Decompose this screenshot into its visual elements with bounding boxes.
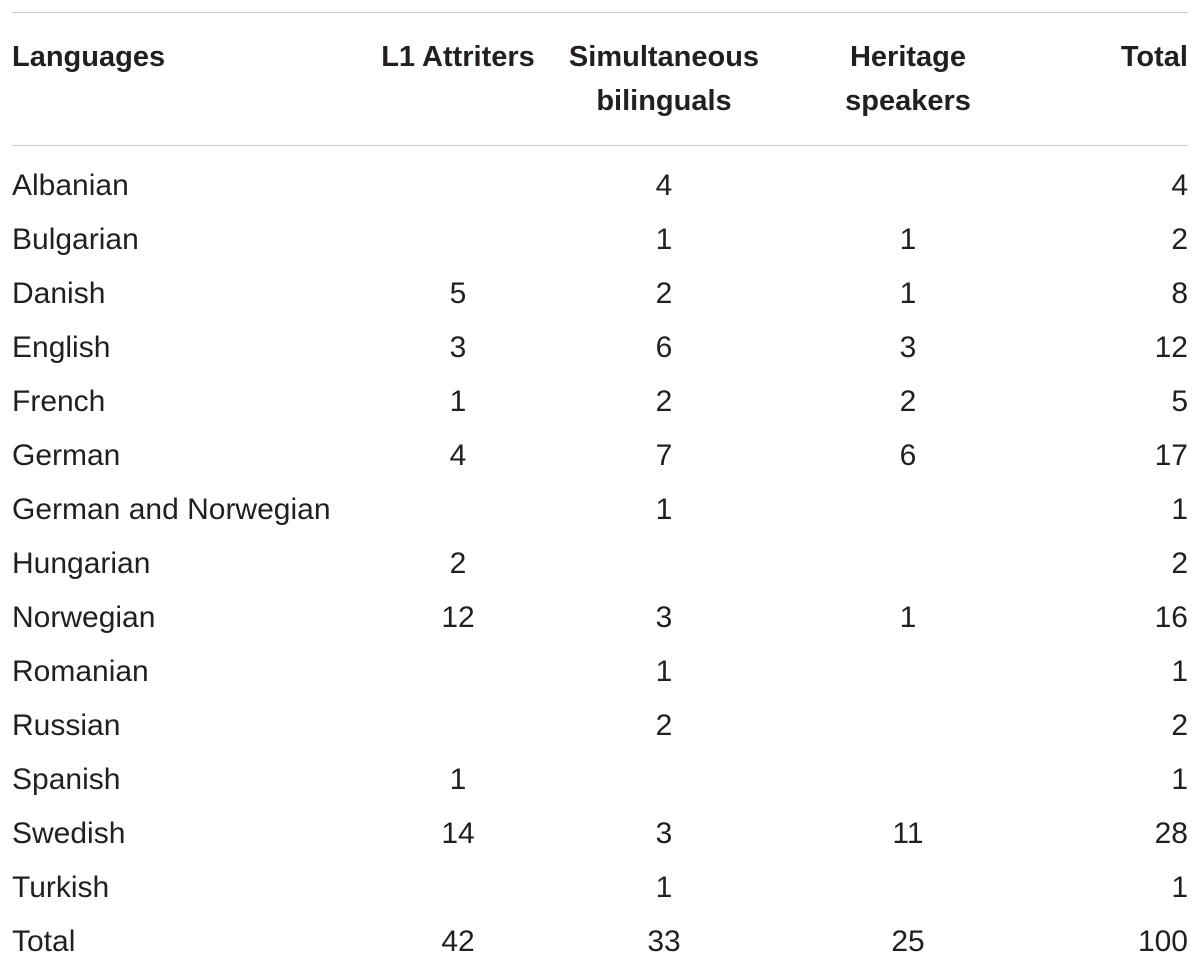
table-row <box>12 645 1188 699</box>
cell-simultaneous: 2 <box>548 699 780 753</box>
cell-l1-attriters <box>368 699 548 753</box>
cell-language: Russian <box>12 699 368 753</box>
header-heritage-speakers <box>780 13 1036 146</box>
cell-language: German <box>12 429 368 483</box>
cell-l1-attriters: 5 <box>368 267 548 321</box>
language-distribution-table <box>12 12 1188 969</box>
cell-language: Hungarian <box>12 537 368 591</box>
cell-simultaneous: 1 <box>548 483 780 537</box>
cell-simultaneous: 4 <box>548 146 780 214</box>
cell-language: English <box>12 321 368 375</box>
cell-simultaneous: 2 <box>548 375 780 429</box>
cell-simultaneous: 1 <box>548 645 780 699</box>
cell-l1-attriters: 2 <box>368 537 548 591</box>
cell-l1-attriters: 14 <box>368 807 548 861</box>
cell-language: Danish <box>12 267 368 321</box>
table-row <box>12 321 1188 375</box>
cell-l1-attriters: 1 <box>368 753 548 807</box>
cell-total: 2 <box>1036 537 1188 591</box>
cell-l1-attriters: 3 <box>368 321 548 375</box>
cell-simultaneous: 6 <box>548 321 780 375</box>
cell-total: 5 <box>1036 375 1188 429</box>
cell-total: 1 <box>1036 483 1188 537</box>
cell-simultaneous: 3 <box>548 807 780 861</box>
cell-total: 1 <box>1036 645 1188 699</box>
cell-simultaneous <box>548 537 780 591</box>
table-row <box>12 146 1188 214</box>
header-simultaneous-line2: bilinguals <box>596 85 731 117</box>
cell-l1-attriters <box>368 861 548 915</box>
cell-heritage <box>780 753 1036 807</box>
cell-simultaneous: 7 <box>548 429 780 483</box>
cell-total: 16 <box>1036 591 1188 645</box>
header-heritage-line2: speakers <box>845 85 971 117</box>
header-row <box>12 13 1188 146</box>
cell-language: Norwegian <box>12 591 368 645</box>
cell-heritage <box>780 483 1036 537</box>
cell-language: Turkish <box>12 861 368 915</box>
cell-heritage: 1 <box>780 267 1036 321</box>
table-row <box>12 537 1188 591</box>
cell-total: 28 <box>1036 807 1188 861</box>
cell-language: German and Norwegian <box>12 483 368 537</box>
table-row <box>12 375 1188 429</box>
cell-l1-attriters <box>368 213 548 267</box>
cell-language: Swedish <box>12 807 368 861</box>
header-simultaneous-line1: Simultaneous <box>569 41 759 73</box>
cell-total: 2 <box>1036 213 1188 267</box>
table-body <box>12 146 1188 969</box>
cell-total: 1 <box>1036 861 1188 915</box>
cell-heritage: 2 <box>780 375 1036 429</box>
cell-language: Bulgarian <box>12 213 368 267</box>
cell-l1-attriters <box>368 645 548 699</box>
cell-language: French <box>12 375 368 429</box>
table-row <box>12 807 1188 861</box>
cell-total: 100 <box>1036 915 1188 969</box>
header-l1-attriters: L1 Attriters <box>368 13 548 146</box>
header-total: Total <box>1036 13 1188 146</box>
cell-heritage: 3 <box>780 321 1036 375</box>
header-languages: Languages <box>12 13 368 146</box>
cell-l1-attriters: 1 <box>368 375 548 429</box>
cell-simultaneous: 1 <box>548 861 780 915</box>
cell-heritage <box>780 861 1036 915</box>
cell-total: 12 <box>1036 321 1188 375</box>
table-row <box>12 483 1188 537</box>
cell-heritage: 1 <box>780 591 1036 645</box>
cell-language: Albanian <box>12 146 368 214</box>
data-table <box>12 13 1188 969</box>
cell-heritage <box>780 537 1036 591</box>
table-row <box>12 753 1188 807</box>
header-heritage-line1: Heritage <box>850 41 966 73</box>
cell-total: 4 <box>1036 146 1188 214</box>
table-header <box>12 13 1188 146</box>
cell-l1-attriters: 4 <box>368 429 548 483</box>
cell-heritage <box>780 699 1036 753</box>
cell-l1-attriters <box>368 483 548 537</box>
cell-simultaneous <box>548 753 780 807</box>
cell-heritage: 6 <box>780 429 1036 483</box>
table-row <box>12 267 1188 321</box>
cell-heritage <box>780 146 1036 214</box>
table-row <box>12 861 1188 915</box>
cell-language: Spanish <box>12 753 368 807</box>
cell-language: Total <box>12 915 368 969</box>
cell-simultaneous: 2 <box>548 267 780 321</box>
header-simultaneous-bilinguals <box>548 13 780 146</box>
cell-simultaneous: 1 <box>548 213 780 267</box>
cell-heritage <box>780 645 1036 699</box>
cell-total: 17 <box>1036 429 1188 483</box>
cell-total: 8 <box>1036 267 1188 321</box>
cell-l1-attriters <box>368 146 548 214</box>
cell-l1-attriters: 42 <box>368 915 548 969</box>
cell-heritage: 25 <box>780 915 1036 969</box>
cell-total: 2 <box>1036 699 1188 753</box>
cell-heritage: 1 <box>780 213 1036 267</box>
cell-heritage: 11 <box>780 807 1036 861</box>
cell-simultaneous: 3 <box>548 591 780 645</box>
table-row <box>12 591 1188 645</box>
cell-total: 1 <box>1036 753 1188 807</box>
table-row <box>12 429 1188 483</box>
cell-l1-attriters: 12 <box>368 591 548 645</box>
total-row <box>12 915 1188 969</box>
table-row <box>12 699 1188 753</box>
table-row <box>12 213 1188 267</box>
cell-language: Romanian <box>12 645 368 699</box>
cell-simultaneous: 33 <box>548 915 780 969</box>
